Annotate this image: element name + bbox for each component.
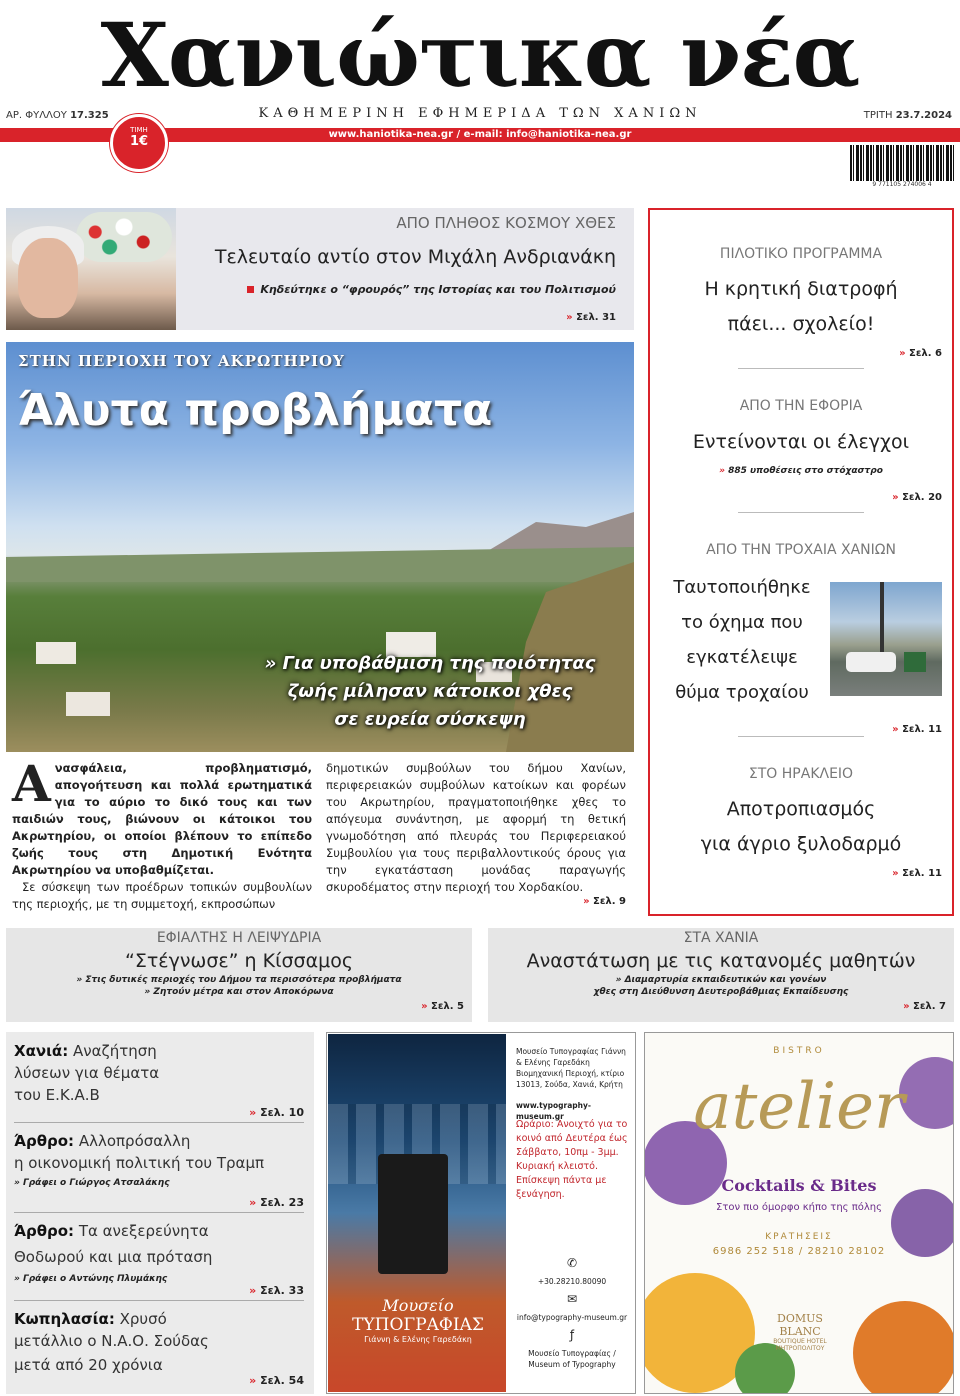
right-item-2-kicker: ΑΠΟ ΤΗΝ ΕΦΟΡΙΑ [739, 398, 863, 414]
right-divider [738, 368, 864, 369]
museum-logo [340, 1296, 496, 1344]
lead-body-column-2: δημοτικών συμβούλων του δήμου Χανίων, περιφερειακών συμβούλων κατοίκων και φορέων του Ακρωτηρίου, πραγματοποιήθηκε χθες το απόγευμα συνάντηση, με αφορμή τη θετική γνωμοδότηση από πλευράς του Περιφερειακού Συμβουλίου για τους περιβαλλοντικούς όρους για την εγκατάσταση μονάδας παραγωγής σκυροδέματος στην περιοχή του Χορδακίου. [326, 761, 626, 894]
barcode [850, 145, 954, 195]
issue-date-value: 23.7.2024 [895, 110, 952, 121]
right-item-1-page[interactable] [862, 348, 942, 359]
double-arrow-icon: » [566, 312, 577, 323]
photo-car [846, 652, 896, 672]
right-item-1-headline[interactable] [648, 272, 954, 342]
right-item-2-headline[interactable]: Εντείνονται οι έλεγχοι [692, 431, 910, 453]
right-item-1-line-1: Η κρητική διατροφή [704, 278, 898, 300]
list-item-4-page-text: Σελ. 54 [260, 1374, 304, 1387]
list-item-4-page[interactable] [200, 1374, 304, 1387]
museum-web[interactable]: www.typography-museum.gr [516, 1101, 591, 1121]
right-item-3-line-4: θύμα τροχαίου [675, 682, 809, 703]
right-item-2-sub [648, 466, 954, 476]
list-item-4-text-3: μετά από 20 χρόνια [14, 1356, 163, 1374]
list-divider [14, 1122, 304, 1123]
masthead-subtitle: ΚΑΘΗΜΕΡΙΝΗ ΕΦΗΜΕΡΙΔΑ ΤΩΝ ΧΑΝΙΩΝ [258, 106, 702, 121]
double-arrow-icon: » [249, 1196, 261, 1209]
list-item-3-text-1: Τα ανεξερεύνητα [78, 1222, 209, 1240]
list-item-1-lead: Χανιά: [14, 1042, 69, 1060]
right-item-3-page[interactable] [862, 724, 942, 735]
mid-left-page [6, 1001, 464, 1012]
photo-bin [904, 652, 926, 672]
issue-label: ΑΡ. ΦΥΛΛΟΥ [6, 110, 67, 121]
double-arrow-icon: » [892, 492, 903, 503]
list-item-4[interactable] [14, 1308, 296, 1376]
atelier-tagline: Στον πιο όμορφο κήπο της πόλης [716, 1202, 882, 1213]
museum-social[interactable]: Μουσείο Τυπογραφίας / Museum of Typography [528, 1349, 616, 1369]
double-arrow-icon: » [583, 896, 594, 907]
issue-number: 17.325 [70, 110, 109, 121]
double-arrow-icon: » [249, 1374, 261, 1387]
list-item-3-lead: Άρθρο: [14, 1222, 75, 1240]
issue-date [864, 110, 952, 121]
right-item-2-sub-text: 885 υποθέσεις στο στόχαστρο [728, 466, 883, 476]
flower-orange [853, 1301, 954, 1394]
right-item-3-page-text: Σελ. 11 [902, 724, 942, 735]
portrait-photo [6, 208, 176, 330]
double-arrow-icon: » [249, 1284, 261, 1297]
top-story-subline [180, 283, 616, 296]
masthead-web-link[interactable]: www.haniotika-nea.gr / e-mail: info@haniotika-nea.gr [328, 129, 632, 140]
printing-press [378, 1154, 448, 1274]
list-item-2[interactable] [14, 1130, 296, 1174]
right-item-3-line-2: το όχημα που [681, 612, 803, 633]
mid-right-kicker: ΣΤΑ ΧΑΝΙΑ [683, 930, 759, 946]
list-item-2-page-text: Σελ. 23 [260, 1196, 304, 1209]
lead-page-text: Σελ. 9 [593, 896, 626, 907]
right-item-3-line-1: Ταυτοποιήθηκε [673, 577, 811, 598]
list-item-1-text-2: λύσεων για θέματα [14, 1064, 160, 1082]
lead-caption-line-1: » Για υποβάθμιση της ποιότητας [264, 653, 596, 674]
list-item-3[interactable] [14, 1220, 296, 1268]
traffic-photo [830, 582, 942, 696]
top-story-subline-text: Κηδεύτηκε ο “φρουρός” της Ιστορίας και του Πολιτισμού [260, 283, 616, 296]
lead-caption-line-2: ζωής μίλησαν κάτοικοι χθες [287, 681, 573, 702]
right-item-3-line-3: εγκατέλειψε [686, 647, 798, 668]
top-story-headline[interactable]: Τελευταίο αντίο στον Μιχάλη Ανδριανάκη [214, 246, 616, 268]
right-item-4-page[interactable] [862, 868, 942, 879]
mid-right-sub-1: » Διαμαρτυρία εκπαιδευτικών και γονέων [615, 975, 827, 985]
photo-pole [880, 582, 884, 662]
atelier-reservations: ΚΡΑΤΗΣΕΙΣ [765, 1232, 833, 1242]
mid-left-kicker: ΕΦΙΑΛΤΗΣ Η ΛΕΙΨΥΔΡΙΑ [156, 930, 322, 946]
hotel-logo-line-3: BOUTIQUE HOTEL ΜΗΤΡΟΠΟΛΙΤΟΥ [773, 1338, 827, 1352]
double-arrow-icon: » [903, 1001, 914, 1012]
right-divider [738, 512, 864, 513]
list-item-2-text-1: Αλλοπρόσαλλη [78, 1132, 191, 1150]
hotel-logo [760, 1312, 840, 1352]
list-divider [14, 1212, 304, 1213]
barcode-number: 9 771105 274006 4 [872, 181, 932, 188]
bullet-arrow-icon: » [719, 466, 729, 476]
masthead-title: Χανιώτικα νέα [100, 3, 860, 107]
barcode-bars [850, 145, 954, 181]
double-arrow-icon: » [892, 724, 903, 735]
issue-info [6, 110, 109, 121]
right-item-4-line-2: για άγριο ξυλοδαρμό [700, 833, 902, 855]
lead-body-column-1 [12, 754, 312, 913]
right-item-2-page[interactable] [862, 492, 942, 503]
right-item-4-line-1: Αποτροπιασμός [726, 798, 876, 820]
list-item-1-text-3: του Ε.Κ.Α.Β [14, 1086, 100, 1104]
drop-cap: Α [12, 754, 51, 813]
double-arrow-icon: » [249, 1106, 261, 1119]
masthead [0, 0, 960, 200]
facebook-icon: ƒ [569, 1328, 575, 1342]
right-item-1-kicker: ΠΙΛΟΤΙΚΟ ΠΡΟΓΡΑΜΜΑ [719, 246, 883, 262]
museum-logo-line-2: ΤΥΠΟΓΡΑΦΙΑΣ [352, 1315, 484, 1335]
double-arrow-icon: » [899, 348, 910, 359]
museum-email[interactable]: info@typography-museum.gr [516, 1313, 628, 1322]
right-item-2-page-text: Σελ. 20 [902, 492, 942, 503]
right-divider [738, 736, 864, 737]
hotel-logo-line-2: BLANC [779, 1325, 821, 1338]
museum-address: Μουσείο Τυπογραφίας Γιάννη & Ελένης Γαρεδάκη Βιομηχανική Περιοχή, κτίριο 13013, Σούδα, Χανιά, Κρήτη [516, 1047, 626, 1089]
house-1 [36, 642, 76, 664]
list-divider [14, 1300, 304, 1301]
list-item-2-author: » Γράφει ο Γιώργος Ατσαλάκης [14, 1178, 170, 1188]
mid-right-page [488, 1001, 946, 1012]
atelier-logo: atelier [693, 1070, 905, 1144]
email-icon: ✉ [566, 1292, 578, 1306]
top-story-page[interactable] [520, 312, 616, 323]
right-item-4-page-text: Σελ. 11 [902, 868, 942, 879]
hotel-logo-line-1: DOMUS [777, 1312, 823, 1325]
distant-plain [6, 547, 634, 582]
lead-page[interactable] [560, 896, 626, 907]
right-item-1-page-text: Σελ. 6 [909, 348, 942, 359]
museum-logo-line-1: Μουσείο [382, 1296, 454, 1315]
mid-left-story[interactable] [6, 928, 472, 1022]
wreath-image [76, 212, 172, 262]
museum-hours: Ωράριο: Ανοιχτό για το κοινό από Δευτέρα έως Σάββατο, 10πμ - 3μμ. Κυριακή κλειστό. Επίσκεψη πάντα με ξενάγηση. [516, 1119, 628, 1200]
list-item-2-page[interactable] [200, 1196, 304, 1209]
double-arrow-icon: » [421, 1001, 432, 1012]
atelier-bistro: BISTRO [773, 1046, 825, 1056]
double-arrow-icon: » [892, 868, 903, 879]
lead-body-intro: νασφάλεια, προβληματισμό, απογοήτευση και πολλά ερωτηματικά για το αύριο το δικό τους και των παιδιών τους, βιώνουν οι κάτοικοι του Ακρωτηρίου, οι οποίοι βλέπουν το επίπεδο ζωής τους στη Δημοτική Ενότητα Ακρωτηρίου να υποβαθμίζεται. [12, 761, 312, 877]
top-story-page-text: Σελ. 31 [576, 312, 616, 323]
price-value: 1€ [129, 134, 149, 149]
list-item-3-author: » Γράφει ο Αντώνης Πλυμάκης [14, 1274, 168, 1284]
house-4 [66, 692, 110, 716]
list-item-2-lead: Άρθρο: [14, 1132, 75, 1150]
right-item-4-kicker: ΣΤΟ ΗΡΑΚΛΕΙΟ [748, 766, 854, 782]
lead-headline[interactable]: Άλυτα προβλήματα [18, 385, 493, 436]
right-item-4-headline[interactable] [648, 792, 954, 862]
mid-right-story[interactable] [488, 928, 954, 1022]
list-item-4-text-1: Χρυσό [119, 1310, 167, 1328]
right-item-1-line-2: πάει... σχολείο! [727, 313, 875, 335]
lead-caption [240, 650, 620, 734]
right-item-3-headline[interactable] [662, 570, 822, 710]
price-badge [110, 114, 168, 172]
atelier-cocktails: Cocktails & Bites [721, 1176, 877, 1195]
lead-body-paragraph-1: Σε σύσκεψη των προέδρων τοπικών συμβουλίων της περιοχής, με τη συμμετοχή, εκπροσώπων [12, 880, 312, 911]
list-item-3-page[interactable] [200, 1284, 304, 1297]
mid-right-headline: Αναστάτωση με τις κατανομές μαθητών [526, 950, 916, 972]
mid-left-sub-2: » Ζητούν μέτρα και στον Αποκόρωνα [144, 987, 334, 997]
list-item-2-text-2: η οικονομική πολιτική του Τραμπ [14, 1154, 265, 1172]
right-item-3-kicker: ΑΠΟ ΤΗΝ ΤΡΟΧΑΙΑ ΧΑΝΙΩΝ [706, 542, 896, 558]
museum-logo-line-3: Γιάννη & Ελένης Γαρεδάκη [364, 1335, 472, 1344]
mid-right-page-text: Σελ. 7 [913, 1001, 946, 1012]
phone-icon: ✆ [566, 1256, 578, 1270]
list-item-4-lead: Κωπηλασία: [14, 1310, 115, 1328]
lead-caption-line-3: σε ευρεία σύσκεψη [334, 709, 526, 730]
top-story-kicker: ΑΠΟ ΠΛΗΘΟΣ ΚΟΣΜΟΥ ΧΘΕΣ [396, 214, 616, 232]
atelier-phones[interactable]: 6986 252 518 / 28210 28102 [712, 1246, 886, 1257]
issue-day: ΤΡΙΤΗ [863, 110, 893, 121]
list-item-1-page-text: Σελ. 10 [260, 1106, 304, 1119]
mid-left-headline: “Στέγνωσε” η Κίσσαμος [125, 950, 353, 972]
mid-left-sub-1: » Στις δυτικές περιοχές του Δήμου τα περισσότερα προβλήματα [76, 975, 402, 985]
museum-phone[interactable]: +30.28210.80090 [537, 1277, 607, 1286]
list-item-3-text-2: Θοδωρού και μια πρόταση [14, 1248, 213, 1266]
list-item-3-page-text: Σελ. 33 [260, 1284, 304, 1297]
list-item-1-page[interactable] [200, 1106, 304, 1119]
list-item-1-text-1: Αναζήτηση [73, 1042, 157, 1060]
price-label: ΤΙΜΗ [130, 126, 148, 134]
red-square-icon [247, 286, 254, 293]
mid-left-page-text: Σελ. 5 [431, 1001, 464, 1012]
list-item-1[interactable] [14, 1040, 296, 1106]
portrait-face [18, 238, 78, 318]
mid-right-sub-2: χθες στη Διεύθυνση Δευτεροβάθμιας Εκπαίδευσης [593, 987, 849, 997]
list-item-4-text-2: μετάλλιο ο Ν.Α.Ο. Σούδας [14, 1332, 209, 1350]
lead-kicker: ΣΤΗΝ ΠΕΡΙΟΧΗ ΤΟΥ ΑΚΡΩΤΗΡΙΟΥ [18, 352, 345, 370]
